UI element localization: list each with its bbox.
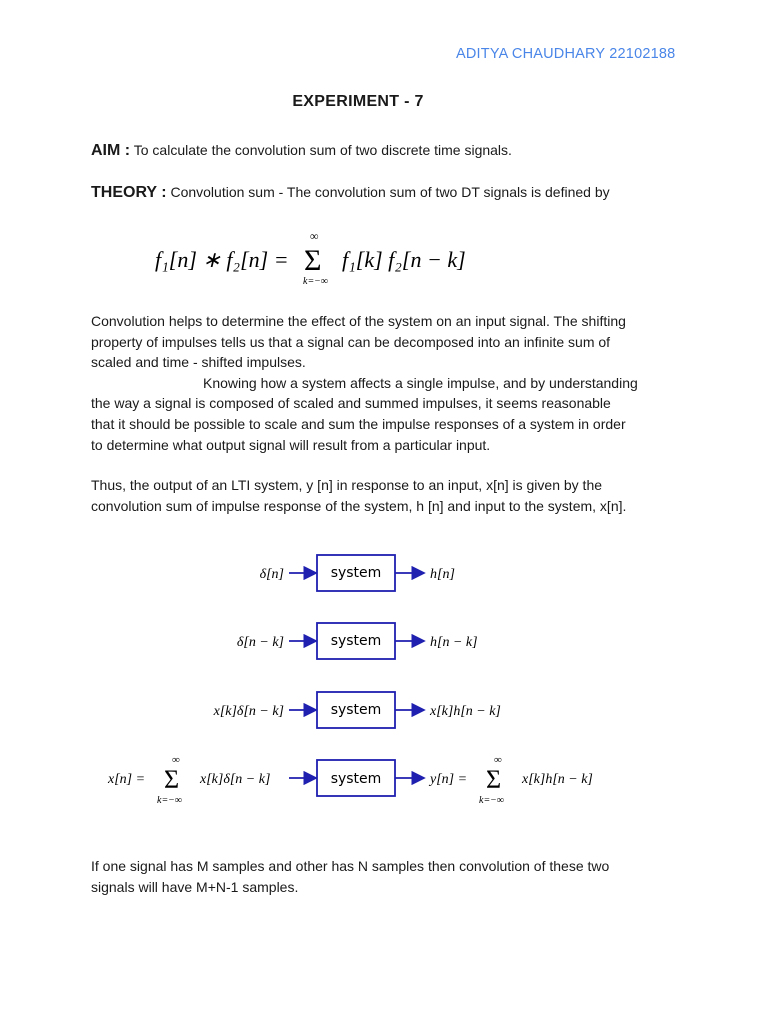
paragraph-line: property of impulses tells us that a signal can be decomposed into an infinite sum of	[91, 333, 611, 350]
aim-line	[91, 140, 512, 162]
paragraph-line: If one signal has M samples and other has N samples then convolution of these two	[91, 858, 610, 874]
row4-system-label: system	[330, 771, 382, 787]
row4-input-sigma: Σ	[164, 765, 180, 794]
row2-output: h[n − k]	[430, 635, 478, 650]
paragraph-samples	[91, 856, 691, 897]
row4-input-term: x[k]δ[n − k]	[200, 772, 271, 787]
page-title-text: EXPERIMENT - 7	[292, 93, 424, 110]
page-title	[0, 93, 768, 111]
row4-output-lower: k=−∞	[479, 795, 505, 806]
paragraph-line: that it should be possible to scale and sum the impulse responses of a system in order	[91, 415, 626, 432]
row2-input: δ[n − k]	[236, 635, 284, 650]
paragraph-line: to determine what output signal will result from a particular input.	[91, 436, 491, 453]
row3-system-label: system	[330, 702, 382, 718]
system-block-diagram	[0, 545, 768, 815]
diagram-row-4	[107, 754, 593, 806]
paragraph-line: Convolution helps to determine the effect of the system on an input signal. The shifting	[91, 313, 626, 329]
row1-system-label: system	[330, 565, 382, 581]
equation-upper-limit: ∞	[310, 229, 319, 243]
equation-sigma: Σ	[304, 244, 322, 277]
theory-label: THEORY :	[91, 184, 167, 201]
theory-text: Convolution sum - The convolution sum of two DT signals is defined by	[166, 184, 610, 200]
row1-input: δ[n]	[259, 567, 284, 582]
row1-output: h[n]	[430, 567, 455, 582]
equation-lhs: f₁[n] ∗ f₂[n] =	[155, 247, 289, 272]
author-line: ADITYA CHAUDHARY 22102188	[456, 46, 676, 62]
convolution-equation	[0, 226, 768, 306]
row4-output-upper: ∞	[494, 754, 502, 766]
row2-system-label: system	[330, 633, 382, 649]
row4-input-prefix: x[n] =	[108, 772, 146, 787]
paragraph-line: signals will have M+N-1 samples.	[91, 878, 299, 895]
paragraph-lti	[91, 475, 691, 516]
row4-output-sigma: Σ	[486, 765, 502, 794]
row4-output-prefix: y[n] =	[430, 772, 468, 787]
paragraph-line: the way a signal is composed of scaled and summed impulses, it seems reasonable	[91, 395, 611, 412]
theory-line	[91, 182, 610, 204]
paragraph-line: Knowing how a system affects a single impulse, and by understanding	[203, 374, 638, 391]
row4-output-term: x[k]h[n − k]	[522, 772, 593, 787]
row3-input: x[k]δ[n − k]	[213, 704, 284, 719]
row4-input-upper: ∞	[172, 754, 180, 766]
paragraph-convolution	[91, 311, 691, 455]
diagram-row-1	[260, 555, 455, 591]
diagram-row-2	[237, 623, 478, 659]
equation-lower-limit: k=−∞	[303, 276, 329, 287]
paragraph-line: Thus, the output of an LTI system, y [n] in response to an input, x[n] is given by the	[91, 477, 603, 493]
paragraph-line: scaled and time - shifted impulses.	[91, 354, 306, 371]
diagram-row-3	[213, 692, 501, 728]
paragraph-line: convolution sum of impulse response of the system, h [n] and input to the system, x[n].	[91, 497, 627, 514]
row4-input-lower: k=−∞	[157, 795, 183, 806]
row3-output: x[k]h[n − k]	[430, 704, 501, 719]
aim-label: AIM :	[91, 142, 131, 159]
aim-text: To calculate the convolution sum of two discrete time signals.	[130, 142, 512, 158]
equation-rhs: f₁[k] f₂[n − k]	[342, 247, 466, 272]
